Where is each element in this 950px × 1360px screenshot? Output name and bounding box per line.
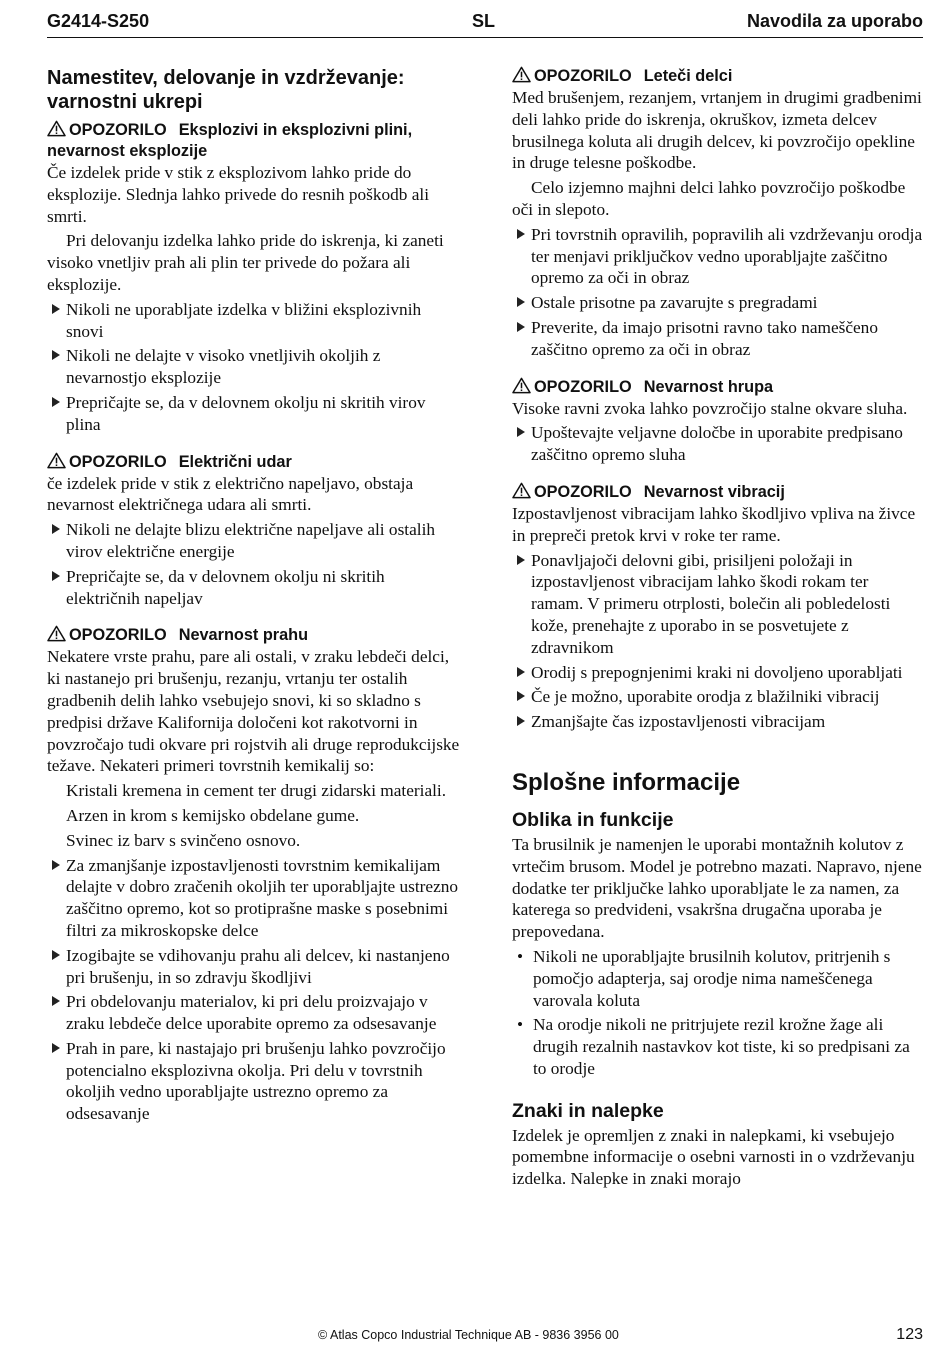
list-item: • Na orodje nikoli ne pritrjujete rezil krožne žage ali drugih rezalnih nastavkov kot tiste, ki so predpisani za to orodje	[517, 1015, 910, 1078]
instruction-list	[512, 550, 924, 733]
list-item: Nikoli ne delajte v visoko vnetljivih okoljih z nevarnostjo eksplozije	[47, 345, 462, 389]
warning-flying-particles	[512, 66, 924, 361]
paragraph: Če izdelek pride v stik z eksplozivom lahko pride do eksplozije. Slednja lahko privede do resnih poškodb ali smrti.	[47, 163, 430, 226]
warning-label: OPOZORILO	[69, 452, 167, 471]
warning-topic: Nevarnost vibracij	[643, 482, 785, 501]
instruction-list	[512, 224, 924, 361]
paragraph: Med brušenjem, rezanjem, vrtanjem in drugimi gradbenimi deli lahko pride do iskrenja, okruškov, izmeta delcev brusilnega koluta ali drugih delcev, ki povzročijo opekline in druge telesne poškodbe.	[512, 88, 922, 173]
left-column	[47, 66, 462, 1141]
paragraph: Izdelek je opremljen z znaki in nalepkami, ki vsebujejo pomembne informacije o osebni varnosti in o vzdrževanju izdelka. Nalepke in znaki morajo	[512, 1125, 915, 1189]
example-text: Svinec iz barv s svinčeno osnovo.	[66, 830, 301, 850]
document-type: Navodila za uporabo	[746, 11, 923, 31]
warning-triangle-icon	[512, 66, 531, 83]
warning-triangle-icon	[512, 377, 531, 394]
warning-topic: Nevarnost hrupa	[643, 377, 774, 396]
list-item: Prah in pare, ki nastajajo pri brušenju lahko povzročijo potencialno eksplozivna okolja. Pri delu v tovrstnih okoljih vedno uporabljajte ustrezno opremo za odsesavanje	[47, 1038, 462, 1125]
list-item: Če je možno, uporabite orodja z blažilniki vibracij	[512, 686, 924, 708]
bullet-list	[512, 946, 924, 1080]
list-item: Upoštevajte veljavne določbe in uporabite predpisano zaščitno opremo sluha	[512, 422, 924, 466]
warning-label: OPOZORILO	[534, 482, 632, 501]
arrow-bullet-icon	[517, 555, 525, 565]
list-item: • Nikoli ne uporabljajte brusilnih kolutov, pritrjenih s pomočjo adapterja, saj orodje nima nameščenega varovala koluta	[517, 946, 891, 1010]
arrow-bullet-icon	[52, 524, 60, 534]
arrow-bullet-icon	[517, 667, 525, 677]
list-item: Preverite, da imajo prisotni ravno tako nameščeno zaščitno opremo za oči in obraz	[512, 317, 924, 361]
instruction-list	[47, 519, 462, 609]
paragraph: Ta brusilnik je namenjen le uporabi montažnih kolutov z vrtečim brusom. Model je potrebno mazati. Napravo, njene dodatke ter priključke lahko uporabljate le za namen, za katerega so predvideni, vsakršna drugačna uporaba je prepovedana.	[512, 834, 922, 942]
warning-topic: Leteči delci	[643, 67, 733, 85]
example-text: Arzen in krom s kemijsko obdelane gume.	[66, 805, 360, 825]
list-item: Pri obdelovanju materialov, ki pri delu proizvajajo v zraku lebdeče delce uporabite opremo za odsesavanje	[47, 991, 462, 1035]
warning-label: OPOZORILO	[534, 67, 632, 85]
section-title-safety: Namestitev, delovanje in vzdrževanje: varnostni ukrepi	[47, 67, 405, 113]
arrow-bullet-icon	[52, 397, 60, 407]
list-item: Prepričajte se, da v delovnem okolju ni skritih virov plina	[47, 392, 462, 436]
arrow-bullet-icon	[52, 571, 60, 581]
list-item: Nikoli ne uporabljate izdelka v bližini eksplozivnih snovi	[47, 299, 462, 343]
arrow-bullet-icon	[517, 716, 525, 726]
warning-topic: Nevarnost prahu	[178, 626, 309, 645]
language-code: SL	[472, 11, 496, 31]
instruction-list	[47, 855, 462, 1126]
list-item: Ostale prisotne pa zavarujte s pregradami	[512, 292, 924, 314]
paragraph: Pri delovanju izdelka lahko pride do iskrenja, ki zaneti visoko vnetljiv prah ali plin ter privede do požara ali eksplozije.	[47, 231, 444, 294]
right-column	[512, 66, 924, 1190]
warning-topic: Električni udar	[178, 452, 292, 471]
arrow-bullet-icon	[52, 860, 60, 870]
warning-label: OPOZORILO	[69, 626, 167, 645]
arrow-bullet-icon	[52, 304, 60, 314]
subsection-title-signs: Znaki in nalepke	[512, 1099, 664, 1122]
arrow-bullet-icon	[52, 350, 60, 360]
example-text: Kristali kremena in cement ter drugi zidarski materiali.	[66, 781, 447, 801]
page-header	[47, 10, 923, 38]
paragraph: Visoke ravni zvoka lahko povzročijo stalne okvare sluha.	[512, 398, 908, 418]
warning-triangle-icon	[512, 482, 531, 499]
warning-noise	[512, 377, 924, 466]
list-item: Izogibajte se vdihovanju prahu ali delcev, ki nastanjeno pri brušenju, in so zdravju škodljivi	[47, 945, 462, 989]
footer-copyright: © Atlas Copco Industrial Technique AB - 9836 3956 00	[318, 1328, 619, 1342]
warning-label: OPOZORILO	[69, 121, 167, 139]
list-item: Nikoli ne delajte blizu električne napeljave ali ostalih virov električne energije	[47, 519, 462, 563]
warning-vibration	[512, 482, 924, 733]
subsection-title-design: Oblika in funkcije	[512, 808, 674, 831]
arrow-bullet-icon	[52, 1043, 60, 1053]
list-item: Zmanjšajte čas izpostavljenosti vibracijam	[512, 711, 924, 733]
warning-triangle-icon	[47, 120, 66, 137]
paragraph: Celo izjemno majhni delci lahko povzročijo poškodbe oči in slepoto.	[512, 178, 906, 219]
warning-topic: Eksplozivi in eksplozivni plini, nevarnost eksplozije	[47, 121, 413, 160]
section-title-general: Splošne informacije	[512, 768, 741, 796]
list-item: Prepričajte se, da v delovnem okolju ni skritih električnih napeljav	[47, 566, 462, 610]
warning-explosives	[47, 120, 462, 436]
list-item: Orodij s prepognjenimi kraki ni dovoljeno uporabljati	[512, 662, 924, 684]
arrow-bullet-icon	[517, 322, 525, 332]
instruction-list	[512, 422, 924, 466]
warning-triangle-icon	[47, 625, 66, 642]
arrow-bullet-icon	[517, 427, 525, 437]
instruction-list	[47, 299, 462, 436]
warning-electric-shock	[47, 452, 462, 610]
arrow-bullet-icon	[52, 950, 60, 960]
paragraph: Nekatere vrste prahu, pare ali ostali, v zraku lebdeči delci, ki nastanejo pri brušenju, rezanju, vrtanju ter ostalih gradbenih delih lahko vsebujejo snovi, ki so skladno s predpisi države Kalifornija določeni kot rakotvorni in povzročajo tudi okvare pri rojstvih ali druge reprodukcijske težave. Nekateri primeri tovrstnih kemikalij so:	[47, 647, 460, 776]
page-number: 123	[896, 1326, 923, 1343]
list-item: Pri tovrstnih opravilih, popravilih ali vzdrževanju orodja ter menjavi priključkov vedno uporabljajte zaščitno opremo za oči in obraz	[512, 224, 924, 289]
warning-label: OPOZORILO	[534, 377, 632, 396]
arrow-bullet-icon	[517, 691, 525, 701]
bullet-dot-icon: •	[517, 1015, 524, 1035]
document-code: G2414-S250	[47, 11, 150, 31]
arrow-bullet-icon	[52, 996, 60, 1006]
list-item: Za zmanjšanje izpostavljenosti tovrstnim kemikalijam delajte v dobro zračenih okoljih ter uporabljajte ustrezno zaščitno opremo, kot so protiprašne maske s posebnimi filtri za mikroskopske delce	[47, 855, 462, 942]
paragraph: če izdelek pride v stik z električno napeljavo, obstaja nevarnost električnega udara ali smrti.	[47, 473, 414, 515]
arrow-bullet-icon	[517, 229, 525, 239]
arrow-bullet-icon	[517, 297, 525, 307]
warning-dust	[47, 625, 462, 1125]
warning-triangle-icon	[47, 452, 66, 469]
paragraph: Izpostavljenost vibracijam lahko škodljivo vpliva na živce in prepreči pretok krvi v roke ter rame.	[512, 503, 916, 545]
list-item: Ponavljajoči delovni gibi, prisiljeni položaji in izpostavljenost vibracijam lahko škodi rokam ter ramam. V primeru otrplosti, bolečin ali pobledelosti kože, prenehajte z uporabo in se posvetujete z zdravnikom	[512, 550, 924, 659]
bullet-dot-icon: •	[517, 946, 524, 966]
